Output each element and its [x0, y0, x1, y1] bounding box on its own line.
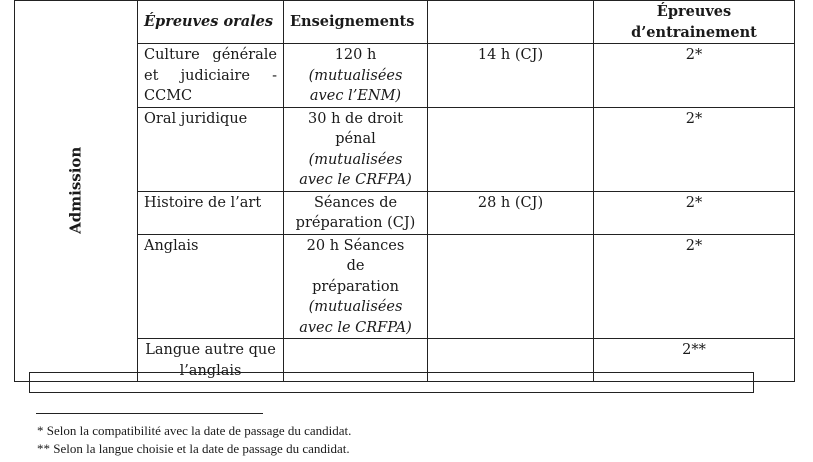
header-col3 [428, 1, 594, 44]
entrainement-cell: 2* [594, 191, 795, 234]
empty-row-box [29, 372, 754, 393]
admission-table [14, 0, 795, 382]
footnote-separator [36, 413, 263, 414]
epreuve-cell: Oral juridique [138, 107, 284, 191]
enseignement-cell [284, 107, 428, 191]
entrainement-cell: 2* [594, 107, 795, 191]
footnote-2: ** Selon la langue choisie et la date de passage du candidat. [37, 441, 350, 456]
header-enseignements: Enseignements [284, 1, 428, 44]
col3-cell: 14 h (CJ) [428, 44, 594, 108]
footnote-1: * Selon la compatibilité avec la date de passage du candidat. [37, 423, 352, 438]
enseignement-note: (mutualisées avec le CRFPA) [299, 151, 412, 188]
enseignement-cell [284, 44, 428, 108]
col3-cell [428, 234, 594, 339]
header-entrainement: Épreuves d’entrainement [594, 1, 795, 44]
header-epreuves: Épreuves orales [138, 1, 284, 44]
enseignement-note: (mutualisées avec l’ENM) [308, 67, 403, 104]
enseignement-note: (mutualisées avec le CRFPA) [299, 299, 412, 336]
epreuve-cell: Anglais [138, 234, 284, 339]
section-cell [15, 1, 138, 382]
enseignement-main: 20 h Séances de préparation [306, 237, 405, 295]
entrainement-cell: 2* [594, 44, 795, 108]
section-label: Admission [66, 146, 85, 235]
enseignement-main: 120 h [334, 47, 377, 63]
table-header-row [15, 1, 795, 44]
enseignement-cell [284, 234, 428, 339]
enseignement-cell [284, 191, 428, 234]
epreuve-cell: Histoire de l’art [138, 191, 284, 234]
epreuve-cell: Langue autre que l’anglais [138, 339, 284, 382]
entrainement-cell: 2* [594, 234, 795, 339]
enseignement-main: Séances de préparation (CJ) [295, 194, 416, 231]
entrainement-cell: 2** [594, 339, 795, 382]
col3-cell: 28 h (CJ) [428, 191, 594, 234]
epreuve-cell: Culture générale et judiciaire - CCMC [138, 44, 284, 108]
col3-cell [428, 107, 594, 191]
enseignement-main: 30 h de droit pénal [308, 110, 403, 147]
